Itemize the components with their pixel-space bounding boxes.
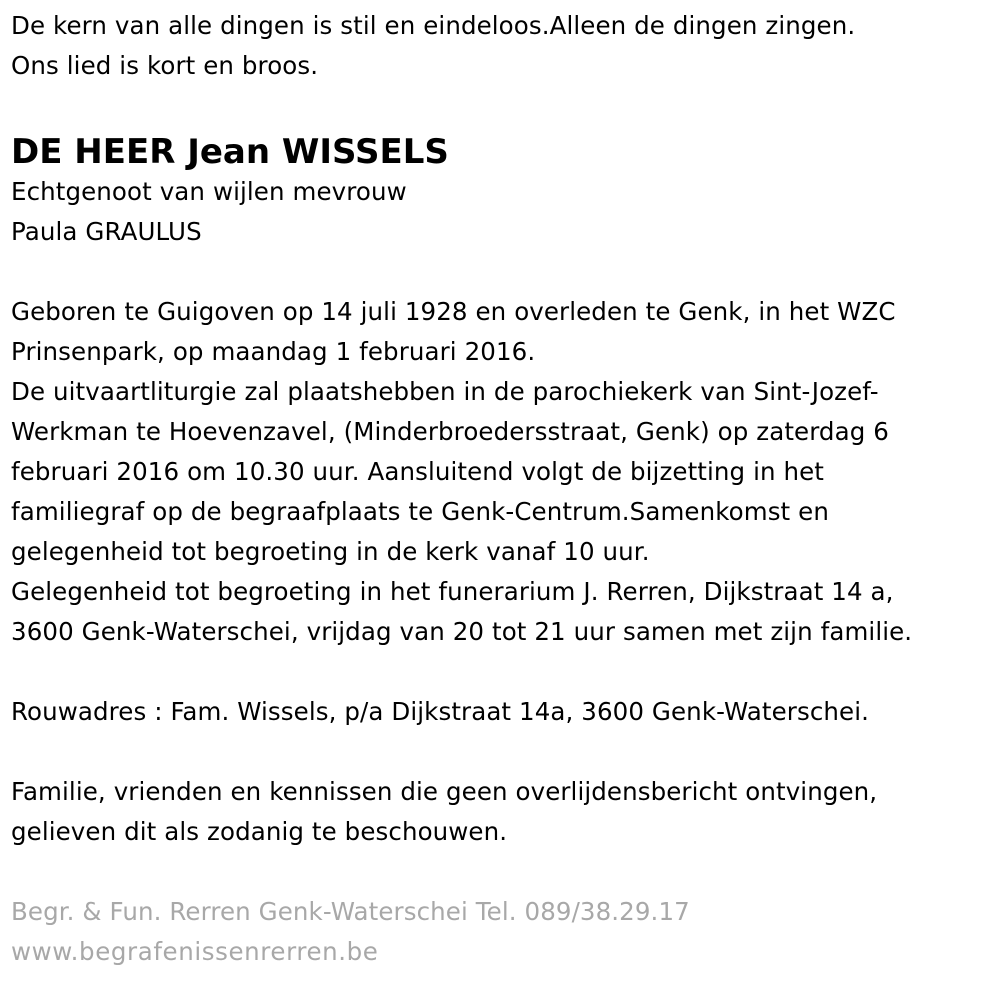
- spacer: [11, 86, 996, 132]
- funeral-home-website[interactable]: www.begrafenissenrerren.be: [11, 937, 379, 966]
- details-line: De uitvaartliturgie zal plaatshebben in de parochiekerk van Sint-Jozef-: [11, 377, 879, 406]
- funeral-home-footer: [11, 892, 996, 972]
- details-line: 3600 Genk-Waterschei, vrijdag van 20 tot 21 uur samen met zijn familie.: [11, 617, 913, 646]
- obituary-notice: [11, 6, 996, 972]
- quote-line: De kern van alle dingen is stil en eindeloos.Alleen de dingen zingen.: [11, 11, 856, 40]
- details-block: [11, 292, 996, 652]
- mourning-address: Rouwadres : Fam. Wissels, p/a Dijkstraat 14a, 3600 Genk-Waterschei.: [11, 697, 870, 726]
- deceased-name: DE HEER Jean WISSELS: [11, 132, 449, 172]
- spouse-line: Paula GRAULUS: [11, 217, 202, 246]
- details-line: februari 2016 om 10.30 uur. Aansluitend volgt de bijzetting in het: [11, 457, 825, 486]
- spouse-line: Echtgenoot van wijlen mevrouw: [11, 177, 407, 206]
- spacer: [11, 732, 996, 772]
- spacer: [11, 852, 996, 892]
- spacer: [11, 652, 996, 692]
- spouse-block: [11, 172, 996, 252]
- details-line: Prinsenpark, op maandag 1 februari 2016.: [11, 337, 536, 366]
- notice-block: [11, 772, 996, 852]
- details-line: familiegraf op de begraafplaats te Genk-Centrum.Samenkomst en: [11, 497, 829, 526]
- quote-line: Ons lied is kort en broos.: [11, 51, 319, 80]
- details-line: Geboren te Guigoven op 14 juli 1928 en overleden te Genk, in het WZC: [11, 297, 896, 326]
- spacer: [11, 252, 996, 292]
- details-line: Werkman te Hoevenzavel, (Minderbroedersstraat, Genk) op zaterdag 6: [11, 417, 889, 446]
- details-line: gelegenheid tot begroeting in de kerk vanaf 10 uur.: [11, 537, 650, 566]
- notice-line: Familie, vrienden en kennissen die geen overlijdensbericht ontvingen,: [11, 777, 878, 806]
- quote-block: [11, 6, 996, 86]
- notice-line: gelieven dit als zodanig te beschouwen.: [11, 817, 508, 846]
- details-line: Gelegenheid tot begroeting in het funerarium J. Rerren, Dijkstraat 14 a,: [11, 577, 894, 606]
- funeral-home-contact: Begr. & Fun. Rerren Genk-Waterschei Tel. 089/38.29.17: [11, 897, 690, 926]
